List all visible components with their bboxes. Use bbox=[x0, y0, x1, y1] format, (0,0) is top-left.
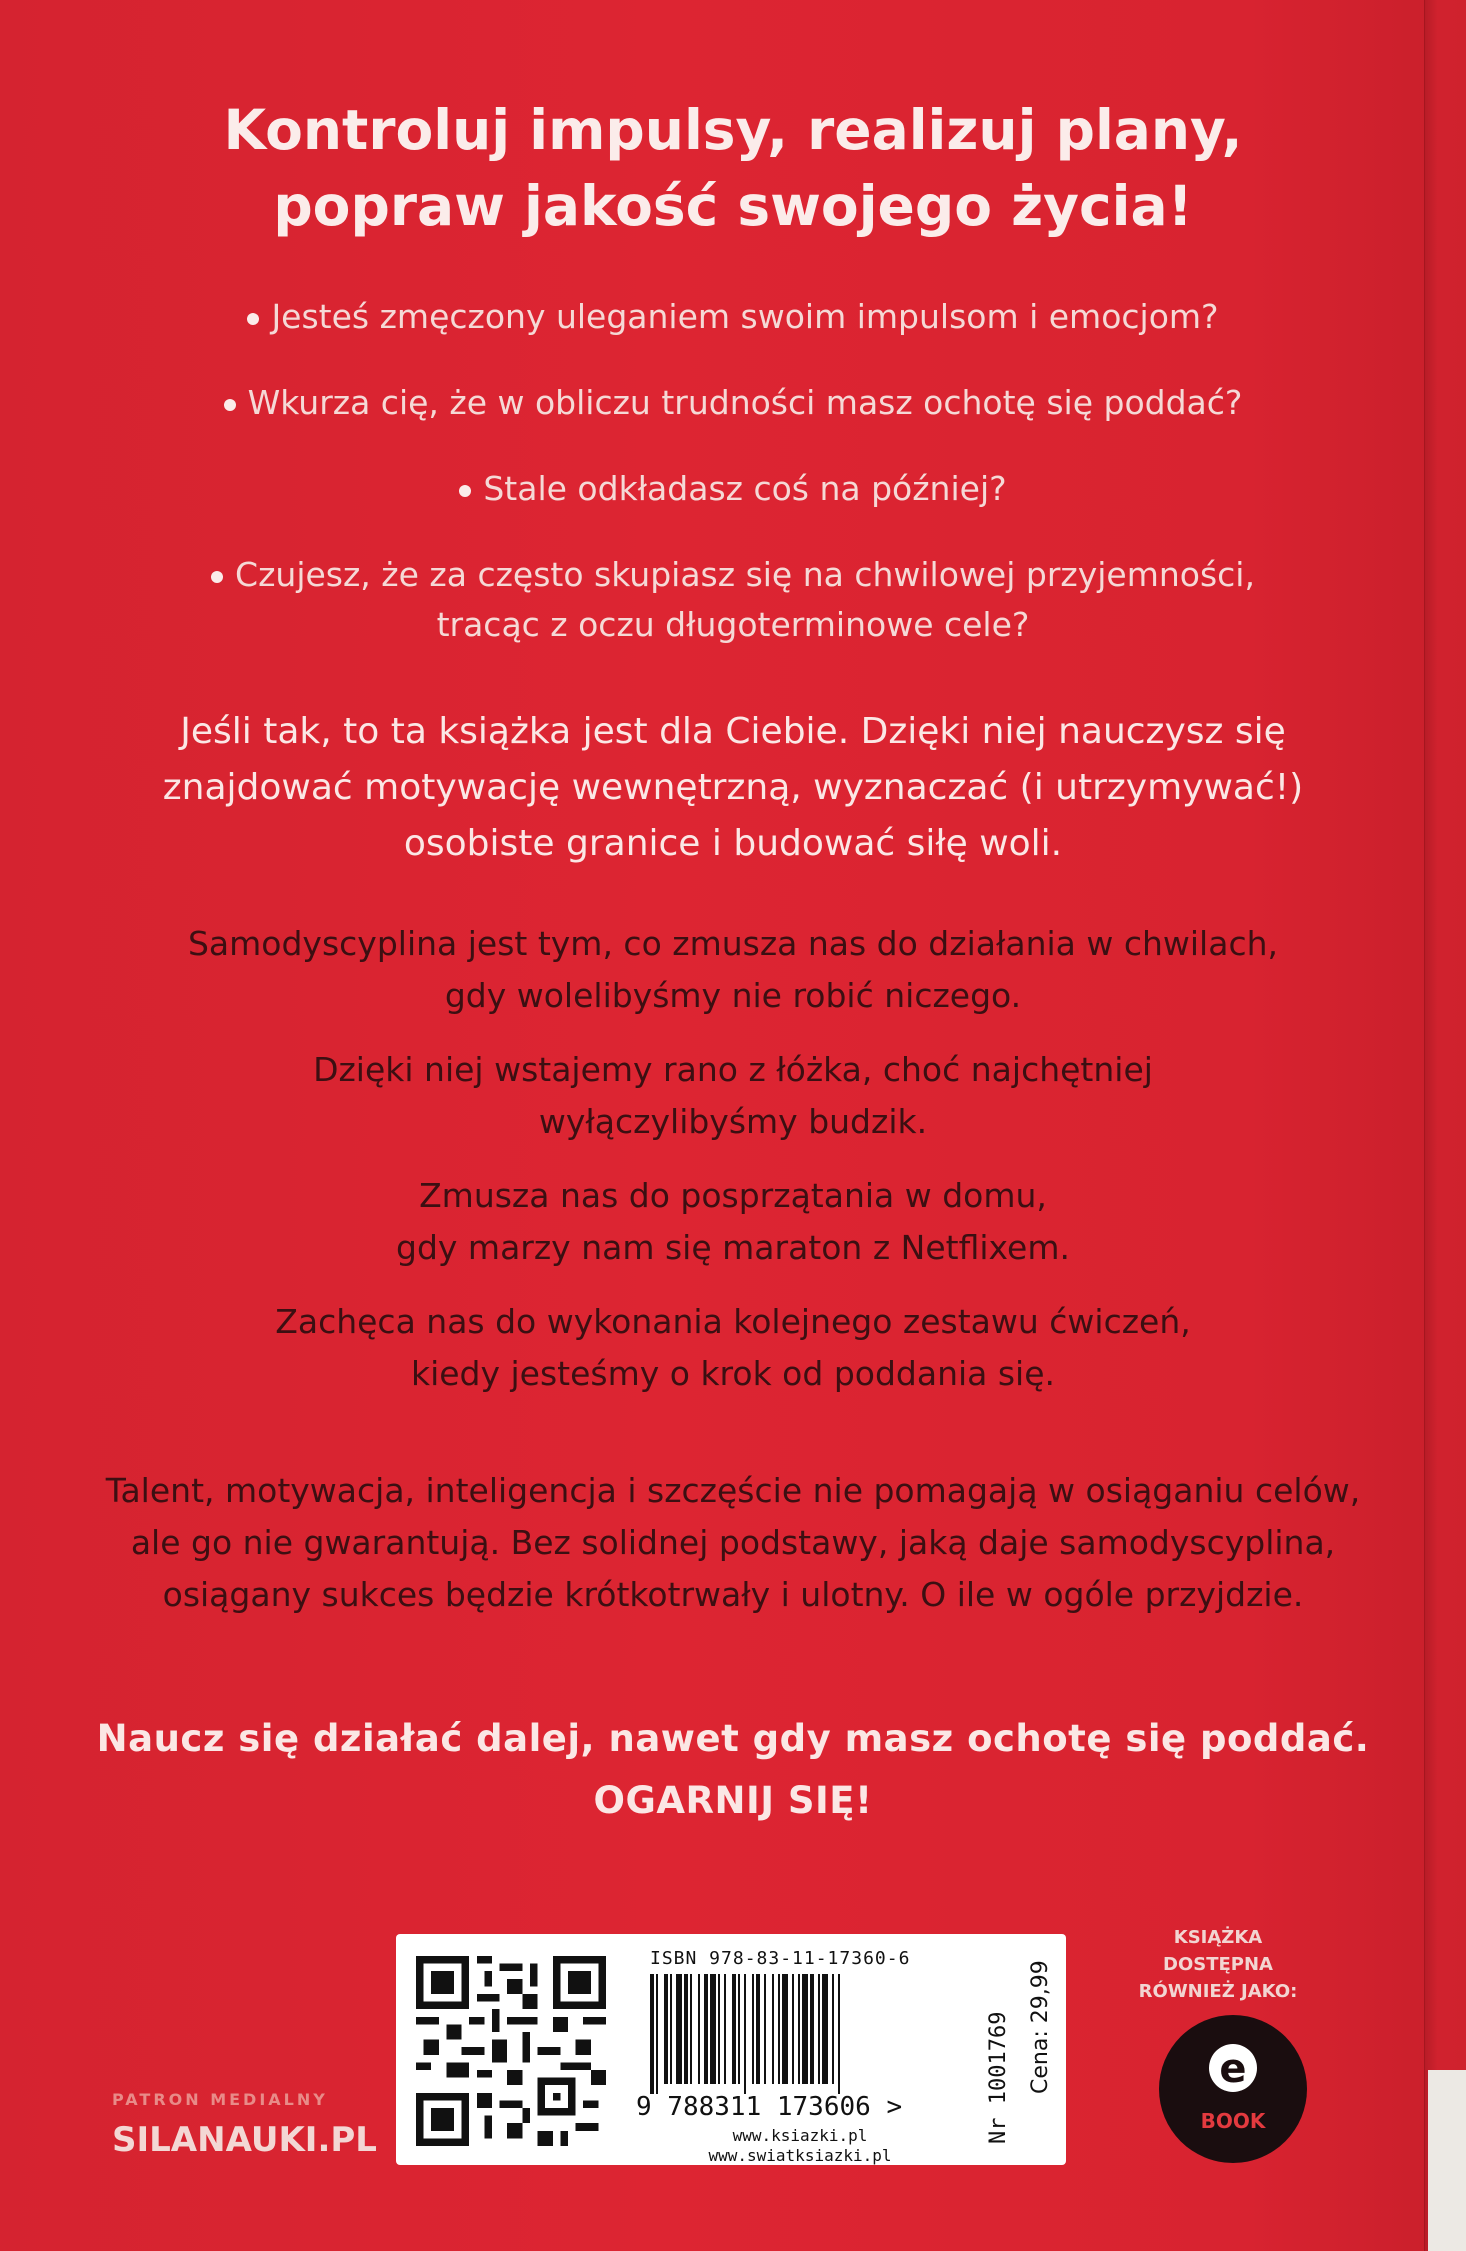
intro-line-3: osobiste granice i budować siłę woli. bbox=[403, 823, 1063, 864]
ebook-note-line-2: RÓWNIEŻ JAKO: bbox=[1138, 1981, 1298, 2002]
bullet-item: Wkurza cię, że w obliczu trudności masz ochotę się poddać? bbox=[0, 378, 1466, 428]
bullet-dot-icon bbox=[459, 485, 471, 497]
qr-code-icon bbox=[416, 1956, 606, 2146]
ebook-note-line-1: KSIĄŻKA DOSTĘPNA bbox=[1163, 1927, 1273, 1975]
headline bbox=[0, 92, 1466, 244]
headline-line-2: popraw jakość swojego życia! bbox=[273, 174, 1193, 238]
media-patron-logo: SILANAUKI.PL bbox=[112, 2120, 377, 2160]
price-sticker-fragment bbox=[1428, 2070, 1466, 2251]
paragraph: Zachęca nas do wykonania kolejnego zestawu ćwiczeń, kiedy jesteśmy o krok od poddania się. bbox=[275, 1302, 1191, 1393]
barcode-panel bbox=[396, 1934, 1066, 2165]
intro-paragraph bbox=[0, 704, 1466, 872]
ebook-availability-note bbox=[1118, 1924, 1318, 2005]
talent-line-1: Talent, motywacja, inteligencja i szczęście nie pomagają w osiąganiu celów, bbox=[105, 1471, 1361, 1510]
closing-slogan: OGARNIJ SIĘ! bbox=[593, 1779, 873, 1822]
bullet-item: Stale odkładasz coś na później? bbox=[0, 464, 1466, 514]
ebook-badge-letter: e bbox=[1219, 2046, 1247, 2092]
url-swiatksiazki: www.swiatksiazki.pl bbox=[708, 2146, 892, 2165]
talent-line-2: ale go nie gwarantują. Bez solidnej podstawy, jaką daje samodyscyplina, bbox=[130, 1523, 1336, 1562]
bullet-list bbox=[0, 292, 1466, 650]
intro-line-1: Jeśli tak, to ta książka jest dla Ciebie. Dzięki niej nauczysz się bbox=[180, 711, 1286, 752]
price-label: Cena: 29,99 bbox=[1028, 1960, 1053, 2094]
bullet-item-continuation: tracąc z oczu długoterminowe cele? bbox=[436, 605, 1030, 644]
headline-line-1: Kontroluj impulsy, realizuj plany, bbox=[223, 98, 1243, 162]
bullet-dot-icon bbox=[247, 313, 259, 325]
self-discipline-paragraphs bbox=[0, 918, 1466, 1422]
talent-paragraph bbox=[0, 1465, 1466, 1621]
ebook-badge-icon bbox=[1154, 2010, 1312, 2168]
closing-line-1: Naucz się działać dalej, nawet gdy masz ochotę się poddać. bbox=[96, 1717, 1370, 1760]
isbn-label: ISBN 978-83-11-17360-6 bbox=[650, 1948, 911, 1969]
closing-call-to-action bbox=[0, 1708, 1466, 1832]
paragraph: Samodyscyplina jest tym, co zmusza nas do działania w chwilach, gdy wolelibyśmy nie robić niczego. bbox=[187, 924, 1278, 1015]
ean-digits: 9 788311 173606 > bbox=[636, 2092, 903, 2122]
ebook-badge-word: BOOK bbox=[1200, 2109, 1266, 2133]
url-ksiazki: www.ksiazki.pl bbox=[732, 2126, 868, 2145]
catalog-number: Nr 1001769 bbox=[986, 2011, 1011, 2144]
bullet-dot-icon bbox=[224, 399, 236, 411]
barcode-bars-icon bbox=[646, 1974, 966, 2094]
publisher-urls bbox=[650, 2126, 950, 2166]
bullet-item: Jesteś zmęczony uleganiem swoim impulsom i emocjom? bbox=[0, 292, 1466, 342]
bullet-dot-icon bbox=[211, 571, 223, 583]
media-patron-label: PATRON MEDIALNY bbox=[112, 2090, 328, 2109]
talent-line-3: osiągany sukces będzie krótkotrwały i ulotny. O ile w ogóle przyjdzie. bbox=[162, 1575, 1304, 1614]
paragraph: Zmusza nas do posprzątania w domu, gdy marzy nam się maraton z Netflixem. bbox=[396, 1176, 1070, 1267]
intro-line-2: znajdować motywację wewnętrzną, wyznaczać (i utrzymywać!) bbox=[162, 767, 1304, 808]
paragraph: Dzięki niej wstajemy rano z łóżka, choć najchętniej wyłączylibyśmy budzik. bbox=[313, 1050, 1153, 1141]
bullet-item: Czujesz, że za często skupiasz się na chwilowej przyjemności, bbox=[0, 550, 1466, 600]
